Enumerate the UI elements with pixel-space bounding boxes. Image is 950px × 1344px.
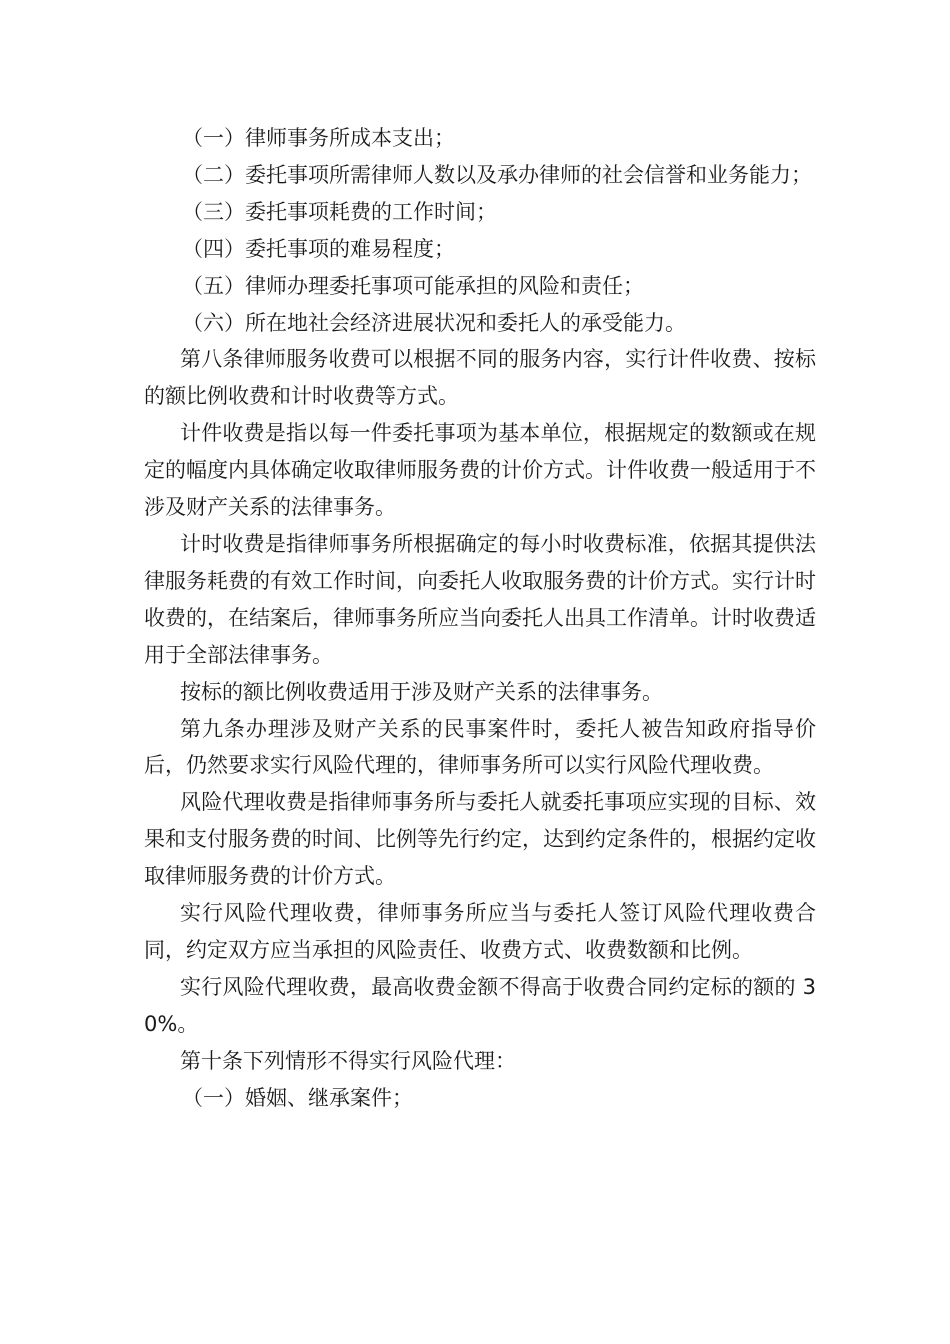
document-body bbox=[144, 120, 816, 1116]
paragraph-risk-agency-cap: 实行风险代理收费，最高收费金额不得高于收费合同约定标的额的 30%。 bbox=[144, 974, 816, 1036]
paragraph-risk-agency-definition: 风险代理收费是指律师事务所与委托人就委托事项应实现的目标、效果和支付服务费的时间、比例等先行约定，达到约定条件的，根据约定收取律师服务费的计价方式。 bbox=[144, 790, 816, 889]
list-item-cost: （一）律师事务所成本支出； bbox=[182, 126, 455, 150]
list-item-marriage: （一）婚姻、继承案件； bbox=[182, 1085, 413, 1110]
list-item-difficulty: （四）委托事项的难易程度； bbox=[182, 236, 455, 261]
paragraph-piece-fee: 计件收费是指以每一件委托事项为基本单位，根据规定的数额或在规定的幅度内具体确定收取律师服务费的计价方式。计件收费一般适用于不涉及财产关系的法律事务。 bbox=[144, 421, 816, 520]
list-item-risk: （五）律师办理委托事项可能承担的风险和责任； bbox=[182, 273, 644, 298]
paragraph-risk-agency-contract: 实行风险代理收费，律师事务所应当与委托人签订风险代理收费合同，约定双方应当承担的风险责任、收费方式、收费数额和比例。 bbox=[144, 901, 816, 962]
article-10: 第十条下列情形不得实行风险代理： bbox=[180, 1048, 516, 1073]
list-item-economy: （六）所在地社会经济进展状况和委托人的承受能力。 bbox=[182, 310, 686, 335]
article-8: 第八条律师服务收费可以根据不同的服务内容，实行计件收费、按标的额比例收费和计时收费等方式。 bbox=[144, 347, 816, 409]
list-item-lawyers: （二）委托事项所需律师人数以及承办律师的社会信誉和业务能力； bbox=[182, 162, 812, 187]
article-9: 第九条办理涉及财产关系的民事案件时，委托人被告知政府指导价后，仍然要求实行风险代理的，律师事务所可以实行风险代理收费。 bbox=[144, 716, 816, 778]
list-item-time: （三）委托事项耗费的工作时间； bbox=[182, 199, 497, 224]
paragraph-hourly-fee: 计时收费是指律师事务所根据确定的每小时收费标准，依据其提供法律服务耗费的有效工作时间，向委托人收取服务费的计价方式。实行计时收费的，在结案后，律师事务所应当向委托人出具工作清单。计时收费适用于全部法律事务。 bbox=[144, 531, 816, 667]
paragraph-proportional-fee: 按标的额比例收费适用于涉及财产关系的法律事务。 bbox=[180, 679, 663, 704]
